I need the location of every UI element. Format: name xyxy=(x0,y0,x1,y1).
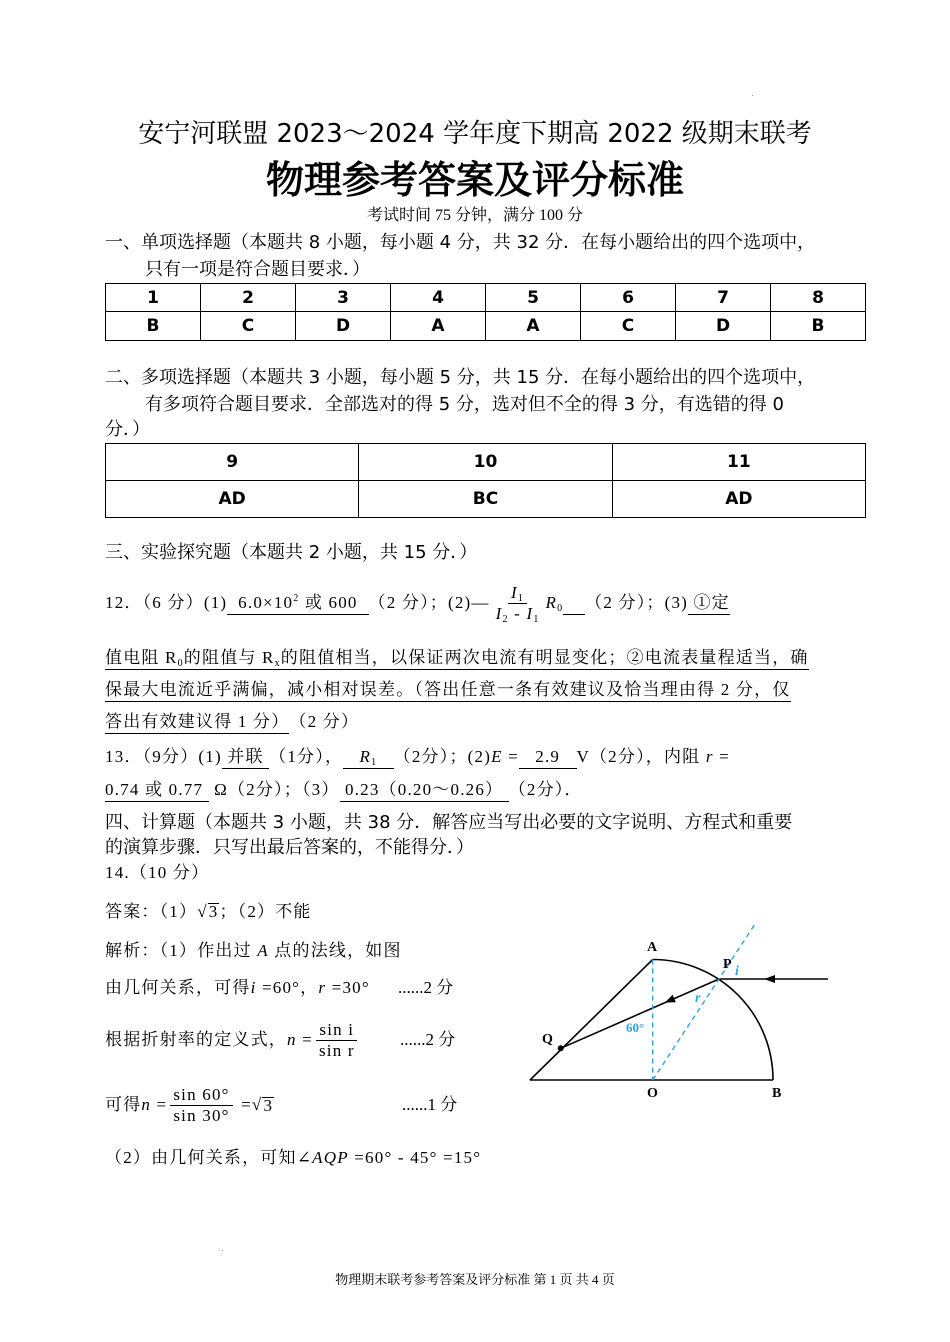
q12-answer-line xyxy=(105,578,730,628)
fraction-denominator: sin 30° xyxy=(173,1105,230,1125)
step-text: 由几何关系，可得 xyxy=(105,978,251,997)
answer-cell: D xyxy=(676,312,771,341)
label-p: P xyxy=(723,957,732,972)
q12-fraction xyxy=(493,583,543,624)
current-i2: I xyxy=(495,603,503,623)
q12-answer-line-4 xyxy=(105,711,359,734)
q13-score-1: （1分）， xyxy=(269,747,344,766)
footer-text: 物理期末联考参考答案及评分标准 第 1 页 共 4 页 xyxy=(335,1272,615,1287)
step-2-score: ......2 分 xyxy=(400,1030,456,1049)
answer-cell: C xyxy=(201,312,296,341)
q12-score-3: （2 分） xyxy=(289,712,360,731)
q14-step-2 xyxy=(105,1016,361,1064)
q13-answer-line-1 xyxy=(105,746,730,769)
label-incidence-angle: i xyxy=(735,964,739,979)
section2-heading-line1: 二、多项选择题（本题共 3 小题，每小题 5 分，共 15 分．在每小题给出的四个选项中， xyxy=(105,367,816,388)
q14-analysis-line xyxy=(105,940,402,962)
q14-part-2 xyxy=(105,1147,481,1169)
section1-heading xyxy=(105,232,815,254)
q13-prefix: 13．（9分）(1) xyxy=(105,747,222,766)
q13-blank-3: 2.9 xyxy=(519,746,577,769)
table-header-row xyxy=(106,284,866,312)
q13-blank-2 xyxy=(343,746,394,769)
section4-heading-line2: 的演算步骤．只写出最后答案的，不能得分．） xyxy=(105,837,474,858)
section4-heading-cont xyxy=(105,837,474,859)
fraction-denominator xyxy=(493,604,543,624)
label-60-degrees: 60° xyxy=(626,1020,645,1035)
section4-heading xyxy=(105,812,792,834)
equals-sign: = xyxy=(235,1095,252,1114)
q14-title-text: 14.（10 分） xyxy=(105,863,210,882)
answer-cell: D xyxy=(296,312,391,341)
refraction-diagram xyxy=(520,915,840,1105)
equals-sign: = xyxy=(502,747,519,766)
q12-blank-1-exponent: 2 xyxy=(293,592,300,604)
emf-symbol: E xyxy=(491,747,503,766)
r0-symbol: R xyxy=(545,593,558,612)
q12-blank-2-tail xyxy=(563,592,585,615)
section2-heading xyxy=(105,367,815,389)
section2-heading-end xyxy=(105,419,150,441)
section2-heading-cont xyxy=(145,394,784,416)
equals-sign: = xyxy=(713,747,730,766)
section2-heading-line3: 分．） xyxy=(105,419,150,440)
question-number-cell: 7 xyxy=(676,284,771,312)
answer-prefix: 答案：（1） xyxy=(105,902,198,921)
question-number-cell: 10 xyxy=(359,444,612,481)
subscript: 2 xyxy=(502,613,509,625)
angle-symbol: ∠ xyxy=(296,1148,313,1167)
point-q-dot xyxy=(558,1045,564,1051)
q13-score-5: （2分）． xyxy=(508,780,583,799)
refracted-ray xyxy=(561,979,719,1048)
answer-cell: AD xyxy=(106,481,359,518)
q12-answer-line-2 xyxy=(105,647,809,670)
scan-dot xyxy=(752,95,753,96)
incidence-angle-symbol: i xyxy=(250,978,257,997)
table-answer-row xyxy=(106,312,866,341)
q13-score-2: （2分）；(2) xyxy=(393,747,492,766)
fraction-denominator: sin r xyxy=(318,1040,355,1060)
section1-answer-table xyxy=(105,283,866,341)
document-title-text: 物理参考答案及评分标准 xyxy=(265,158,684,202)
question-number-cell: 4 xyxy=(391,284,486,312)
fraction-numerator xyxy=(508,583,527,604)
q13-blank-1: 并联 xyxy=(222,746,269,769)
section1-heading-cont xyxy=(145,259,370,281)
q13-answer-line-2 xyxy=(105,779,583,802)
question-number-cell: 5 xyxy=(486,284,581,312)
subscript: 0 xyxy=(557,603,564,614)
step-3-score: ......1 分 xyxy=(402,1095,458,1114)
q13-blank-5: 0.23（0.20～0.26） xyxy=(340,779,509,802)
sqrt-sign: √ xyxy=(251,1095,263,1114)
text-segment: 的阻值相当，以保证两次电流有明显变化；②电流表量程适当，确 xyxy=(280,648,809,667)
section1-heading-line2: 只有一项是符合题目要求．） xyxy=(145,259,370,280)
exam-info-text: 考试时间 75 分钟，满分 100 分 xyxy=(366,207,583,224)
refractive-index-symbol: n xyxy=(141,1095,152,1114)
document-title xyxy=(0,158,950,202)
q13-score-4: Ω（2分）；（3） xyxy=(208,780,340,799)
answer-cell: A xyxy=(486,312,581,341)
table-answer-row xyxy=(106,481,866,518)
q12-blank-1 xyxy=(227,592,368,615)
text-segment: 值电阻 R xyxy=(105,648,178,667)
angle-aqp: AQP xyxy=(312,1148,349,1167)
q13-blank-4: 0.74 或 0.77 xyxy=(105,779,209,802)
page-footer xyxy=(0,1271,950,1289)
result-fraction xyxy=(170,1085,232,1126)
equals-sign: = xyxy=(296,1030,313,1049)
section1-heading-line1: 一、单项选择题（本题共 8 小题，每小题 4 分，共 32 分．在每小题给出的四个选项中， xyxy=(105,232,816,253)
answer-cell: A xyxy=(391,312,486,341)
question-number-cell: 3 xyxy=(296,284,391,312)
current-i1: I xyxy=(511,582,518,602)
label-b: B xyxy=(772,1086,782,1101)
label-refraction-angle: r xyxy=(695,991,701,1006)
incidence-angle-value: =60°， xyxy=(256,978,319,997)
table-header-row xyxy=(106,444,866,481)
refraction-angle-symbol: r xyxy=(318,978,327,997)
refractive-index-symbol: n xyxy=(287,1030,297,1049)
answer-cell: B xyxy=(106,312,201,341)
label-o: O xyxy=(647,1086,658,1101)
section3-heading-text: 三、实验探究题（本题共 2 小题，共 15 分．） xyxy=(105,542,478,563)
q12-blank-1-value: 6.0×10 xyxy=(227,592,294,612)
step-text: （2）由几何关系，可知 xyxy=(105,1148,297,1167)
q12-blank-3-line2 xyxy=(105,647,809,670)
section3-heading xyxy=(105,542,477,564)
step-text: 根据折射率的定义式， xyxy=(105,1030,287,1049)
sqrt-radicand: 3 xyxy=(208,902,219,921)
subscript: 1 xyxy=(533,613,540,625)
answer-cell: B xyxy=(771,312,866,341)
arrow-left-icon xyxy=(764,975,775,983)
answer-rest: ；（2）不能 xyxy=(219,902,312,921)
internal-resistance-symbol: r xyxy=(705,747,714,766)
step-text: 可得 xyxy=(105,1095,142,1114)
q12-answer-line-3 xyxy=(105,679,791,702)
point-a-symbol: A xyxy=(257,941,269,960)
label-q: Q xyxy=(542,1032,553,1047)
q12-blank-3-start: ①定 xyxy=(688,592,730,615)
subscript: 1 xyxy=(517,592,525,604)
q14-step-1 xyxy=(105,977,370,999)
exam-info xyxy=(0,205,950,227)
equals-sign: = xyxy=(151,1095,168,1114)
q12-blank-2-lead: — xyxy=(471,593,490,612)
snell-fraction xyxy=(316,1020,358,1061)
question-number-cell: 6 xyxy=(581,284,676,312)
step-1-score: ......2 分 xyxy=(398,978,454,997)
refraction-angle-value: =30° xyxy=(326,978,370,997)
quarter-arc xyxy=(653,960,773,1081)
question-number-cell: 8 xyxy=(771,284,866,312)
scan-dot xyxy=(222,1250,223,1251)
current-i1: I xyxy=(526,603,534,623)
exam-title xyxy=(0,118,950,150)
exam-title-text: 安宁河联盟 2023～2024 学年度下期高 2022 级期末联考 xyxy=(138,119,812,149)
answer-cell: BC xyxy=(359,481,612,518)
label-a: A xyxy=(647,940,658,955)
subscript: 0 xyxy=(177,658,184,669)
arrow-down-left-icon xyxy=(665,995,676,1003)
q12-blank-3-line3: 保最大电流近乎满偏，减小相对误差。（答出任意一条有效建议及恰当理由得 2 分，仅 xyxy=(105,679,791,702)
answer-cell: C xyxy=(581,312,676,341)
question-number-cell: 9 xyxy=(106,444,359,481)
subscript: 1 xyxy=(371,757,378,768)
question-number-cell: 1 xyxy=(106,284,201,312)
minus-sign: - xyxy=(508,603,527,623)
q14-answer-line xyxy=(105,901,312,923)
subscript: x xyxy=(274,658,281,669)
resistance-r0 xyxy=(546,592,564,614)
section2-answer-table xyxy=(105,443,866,518)
fraction-numerator: sin i xyxy=(316,1020,357,1041)
q12-score-1: （2 分）；(2) xyxy=(368,593,472,612)
q12-blank-1-alt: 或 600 xyxy=(299,592,369,612)
fraction-numerator: sin 60° xyxy=(170,1085,232,1106)
section2-heading-line2: 有多项符合题目要求．全部选对的得 5 分，选对但不全的得 3 分，有选错的得 0 xyxy=(145,394,784,415)
analysis-text: 点的法线，如图 xyxy=(268,941,402,960)
text-segment: 的阻值与 R xyxy=(183,648,275,667)
angle-expression: =60° - 45° =15° xyxy=(348,1148,482,1167)
q14-step-3 xyxy=(105,1081,274,1129)
sqrt-radicand: 3 xyxy=(263,1095,274,1115)
answer-cell: AD xyxy=(612,481,865,518)
q12-score-2: （2 分）；(3) xyxy=(585,593,689,612)
resistor-r1: R xyxy=(359,747,372,766)
question-number-cell: 11 xyxy=(612,444,865,481)
analysis-text: 解析：（1）作出过 xyxy=(105,941,258,960)
q13-score-3: V（2分），内阻 xyxy=(576,747,706,766)
q14-title xyxy=(105,862,209,884)
q12-prefix: 12．（6 分）(1) xyxy=(105,593,228,612)
section4-heading-line1: 四、计算题（本题共 3 小题，共 38 分．解答应当写出必要的文字说明、方程式和重要 xyxy=(105,812,793,833)
q12-blank-3-line4: 答出有效建议得 1 分） xyxy=(105,711,289,734)
question-number-cell: 2 xyxy=(201,284,296,312)
sqrt-sign: √ xyxy=(197,902,208,921)
